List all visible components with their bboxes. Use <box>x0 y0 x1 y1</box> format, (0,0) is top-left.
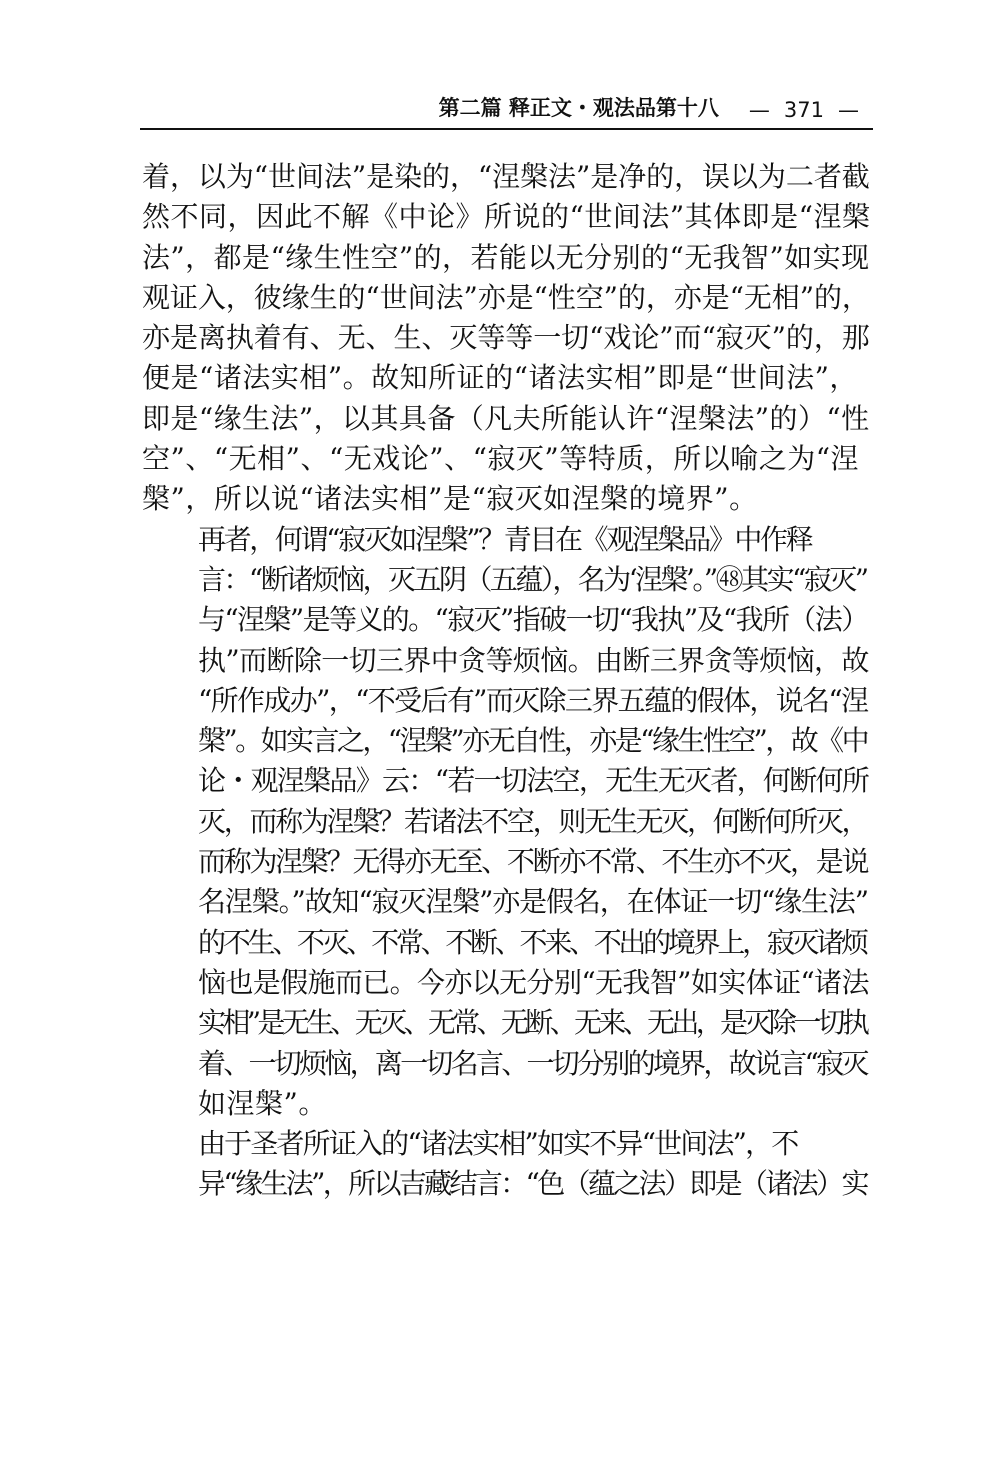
text-line: 空”、“无相”、“无戏论”、“寂灭”等特质，所以喻之为“涅 <box>142 442 860 476</box>
body-text <box>142 157 870 1205</box>
text-line: 由于圣者所证入的“诸法实相”如实不异“世间法”，不 <box>198 1127 798 1161</box>
text-line: 着、一切烦恼，离一切名言、一切分别的境界，故说言“寂灭 <box>198 1046 867 1080</box>
text-line: 执”而断除一切三界中贪等烦恼。由断三界贪等烦恼，故 <box>198 643 869 677</box>
text-line: 言：“断诸烦恼，灭五阴（五蕴），名为‘涅槃’。”㊽其实“寂灭” <box>198 562 867 596</box>
text-line: 的不生、不灭、不常、不断、不来、不出的境界上，寂灭诸烦 <box>198 925 866 959</box>
page-number-dash-left: — <box>748 98 770 122</box>
page-number: 371 <box>783 98 824 122</box>
text-line: 法”，都是“缘生性空”的，若能以无分别的“无我智”如实现 <box>142 240 870 274</box>
paragraph <box>142 1124 870 1205</box>
running-title: 第二篇 释正文・观法品第十八 <box>438 96 719 120</box>
text-line: “所作成办”，“不受后有”而灭除三界五蕴的假体，说名“涅 <box>198 683 868 717</box>
paragraph <box>142 520 870 1124</box>
text-line: 如涅槃”。 <box>198 1086 327 1120</box>
text-line: 观证入，彼缘生的“世间法”亦是“性空”的，亦是“无相”的， <box>142 280 870 314</box>
text-line: 而称为涅槃？无得亦无至、不断亦不常、不生亦不灭，是说 <box>198 845 868 879</box>
text-line: 异“缘生法”，所以吉藏结言：“色（蕴之法）即是（诸法）实 <box>198 1167 867 1201</box>
text-line: 亦是离执着有、无、生、灭等等一切“戏论”而“寂灭”的，那 <box>142 321 870 355</box>
page-number-dash-right: — <box>838 98 859 122</box>
text-line: 灭，而称为涅槃？若诸法不空，则无生无灭，何断何所灭， <box>198 804 868 838</box>
text-line: 再者，何谓“寂灭如涅槃”？青目在《观涅槃品》中作释 <box>198 522 812 556</box>
text-line: 槃”，所以说“诸法实相”是“寂灭如涅槃的境界”。 <box>142 482 758 516</box>
paragraph <box>142 157 870 520</box>
text-line: 着，以为“世间法”是染的，“涅槃法”是净的，误以为二者截 <box>142 160 870 193</box>
text-line: 名涅槃。”故知“寂灭涅槃”亦是假名，在体证一切“缘生法” <box>198 885 868 919</box>
text-line: 论・观涅槃品》云：“若一切法空，无生无灭者，何断何所 <box>198 764 869 798</box>
text-line: 即是“缘生法”，以其具备（凡夫所能认许“涅槃法”的）“性 <box>142 401 870 435</box>
text-line: 实相”是无生、无灭、无常、无断、无来、无出，是灭除一切执 <box>198 1006 867 1040</box>
text-line: 与“涅槃”是等义的。“寂灭”指破一切“我执”及“我所（法） <box>198 603 868 637</box>
text-line: 恼也是假施而已。今亦以无分别“无我智”如实体证“诸法 <box>198 965 869 999</box>
text-line: 便是“诸法实相”。故知所证的“诸法实相”即是“世间法”， <box>142 361 858 395</box>
page-header <box>140 96 873 130</box>
text-line: 然不同，因此不解《中论》所说的“世间法”其体即是“涅槃 <box>142 200 871 234</box>
text-line: 槃”。如实言之，“涅槃”亦无自性，亦是“缘生性空”，故《中 <box>198 724 868 758</box>
